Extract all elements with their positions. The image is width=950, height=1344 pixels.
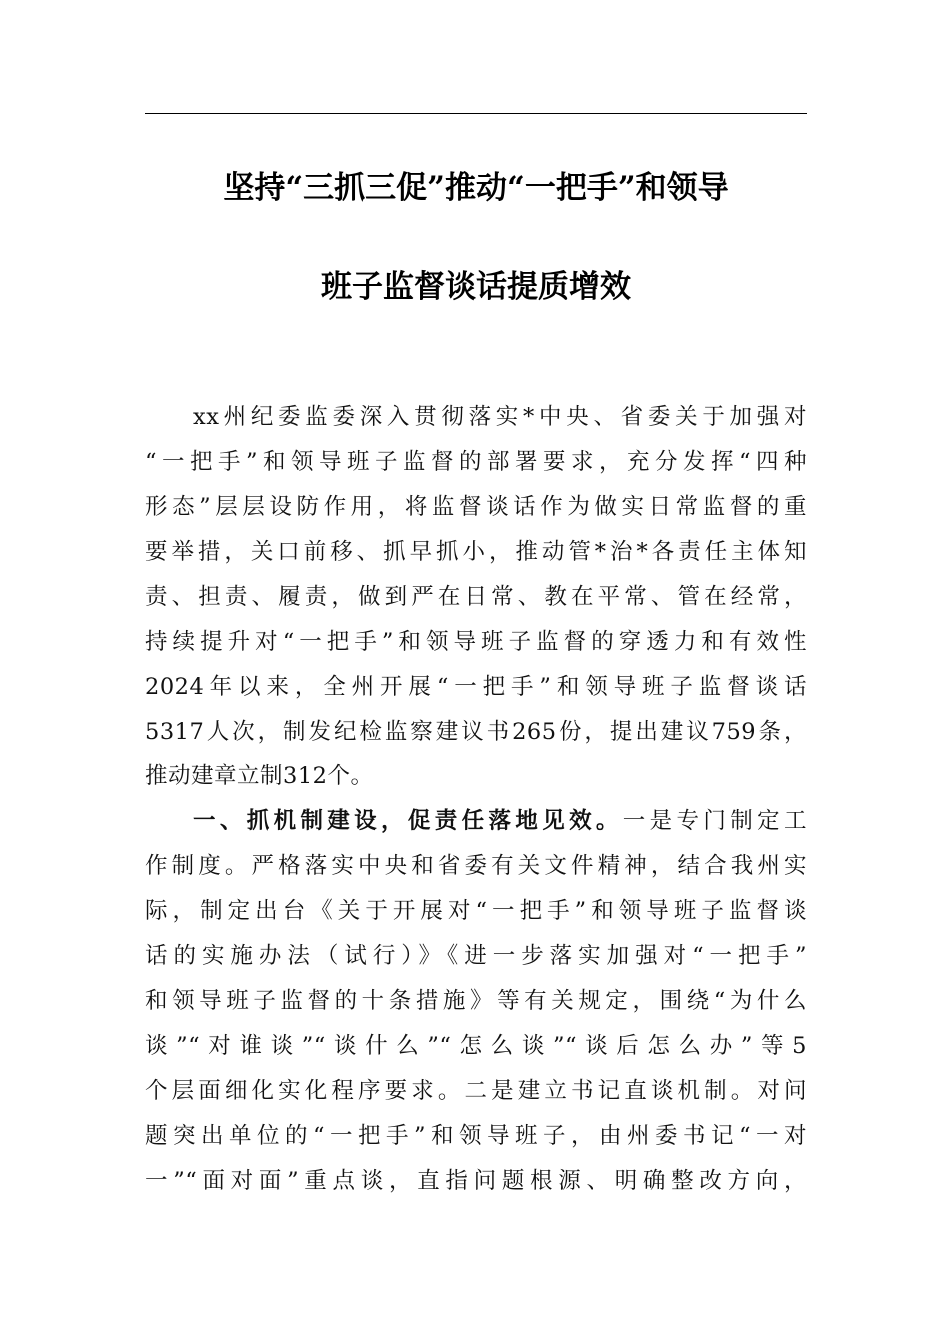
paragraph-1-line: “一把手”和领导班子监督的部署要求，充分发挥“四种: [145, 449, 807, 475]
section-1-first-line: [193, 801, 807, 841]
paragraph-1-line: 2024年以来，全州开展“一把手”和领导班子监督谈话: [145, 674, 807, 700]
section-1-line: 作制度。严格落实中央和省委有关文件精神，结合我州实: [145, 853, 807, 879]
paragraph-1-line: 责、担责、履责，做到严在日常、教在平常、管在经常，: [145, 584, 807, 610]
document-title-line-1: 坚持“三抓三促”推动“一把手”和领导: [223, 170, 729, 206]
section-1-first-line-rest: 一是专门制定工: [622, 808, 807, 834]
section-1-line: 谈”“对谁谈”“谈什么”“怎么谈”“谈后怎么办”等5: [145, 1033, 807, 1059]
paragraph-1-line: 持续提升对“一把手”和领导班子监督的穿透力和有效性: [145, 629, 807, 655]
document-title-line-2: 班子监督谈话提质增效: [321, 269, 631, 305]
header-rule: [145, 113, 807, 114]
section-1-line: 题突出单位的“一把手”和领导班子，由州委书记“一对: [145, 1123, 807, 1149]
section-1-line: 际，制定出台《关于开展对“一把手”和领导班子监督谈: [145, 898, 807, 924]
paragraph-1-line: 5317人次，制发纪检监察建议书265份，提出建议759条，: [145, 719, 807, 745]
paragraph-1-line: xx州纪委监委深入贯彻落实*中央、省委关于加强对: [193, 404, 807, 430]
section-1-line: 和领导班子监督的十条措施》等有关规定，围绕“为什么: [145, 988, 807, 1014]
paragraph-1-line: 要举措，关口前移、抓早抓小，推动管*治*各责任主体知: [145, 539, 807, 565]
section-1-line: 话的实施办法（试行）》《进一步落实加强对“一把手”: [145, 943, 807, 969]
paragraph-1-line: 形态”层层设防作用，将监督谈话作为做实日常监督的重: [145, 494, 807, 520]
section-1-line: 一”“面对面”重点谈，直指问题根源、明确整改方向，: [145, 1168, 807, 1194]
section-1-line: 个层面细化实化程序要求。二是建立书记直谈机制。对问: [145, 1078, 807, 1104]
paragraph-1-line: 推动建章立制312个。: [145, 763, 374, 789]
section-1-heading: 一、抓机制建设，促责任落地见效。: [193, 808, 623, 834]
